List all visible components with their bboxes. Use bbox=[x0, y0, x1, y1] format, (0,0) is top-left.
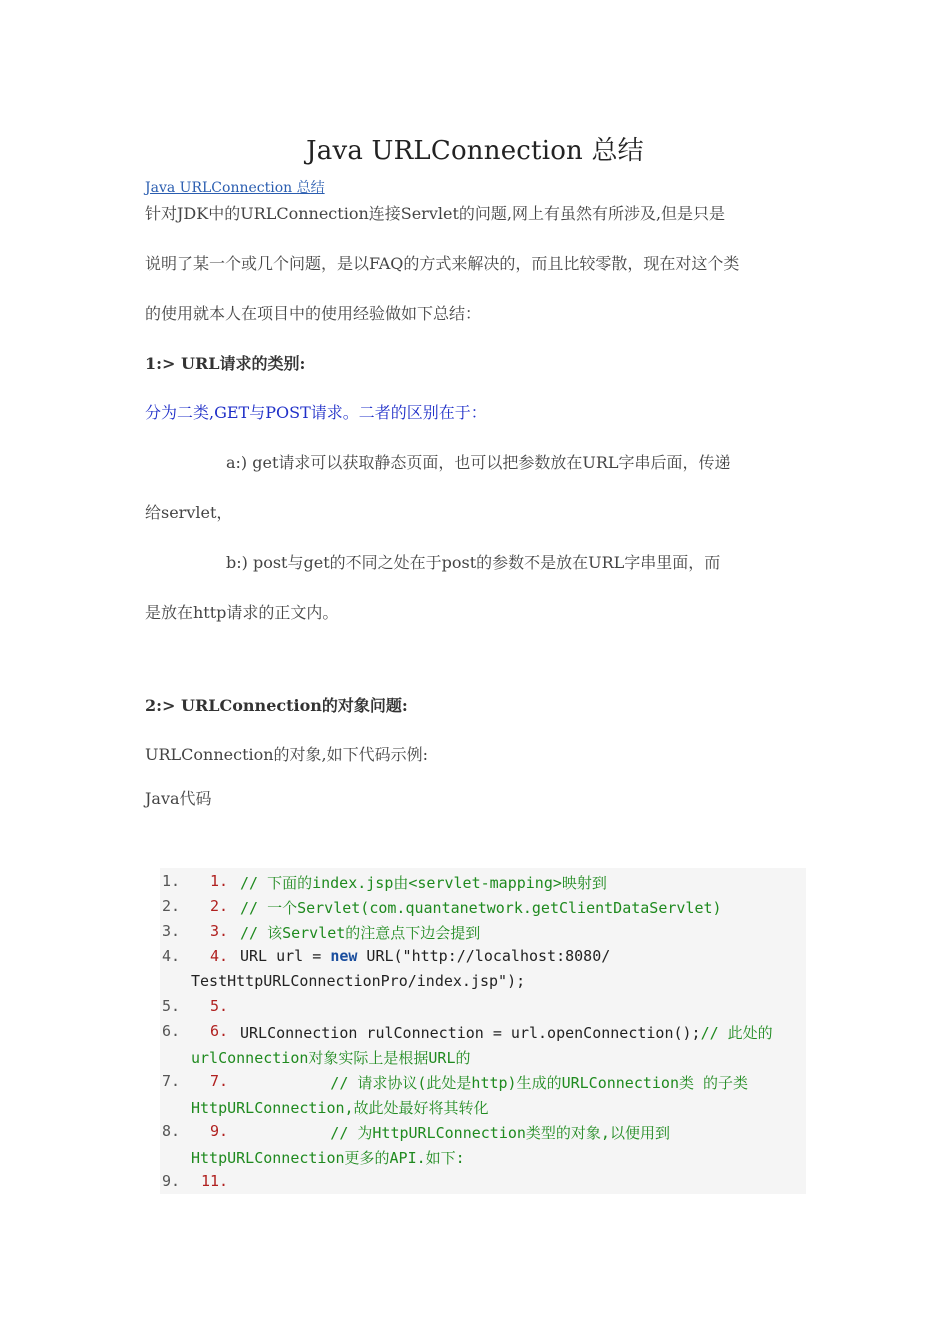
inner-number: 11. bbox=[201, 1172, 229, 1190]
code-comment: urlConnection对象实际上是根据URL的 bbox=[191, 1049, 471, 1067]
line-number: 7. bbox=[162, 1072, 181, 1090]
inner-number: 5. bbox=[210, 997, 229, 1015]
inner-number: 4. bbox=[210, 947, 229, 965]
line-number: 1. bbox=[162, 872, 181, 890]
line-number: 9. bbox=[162, 1172, 181, 1190]
intro-line-2: 说明了某一个或几个问题，是以FAQ的方式来解决的，而且比较零散，现在对这个类 bbox=[145, 254, 740, 273]
inner-number: 2. bbox=[210, 897, 229, 915]
intro-line-3: 的使用就本人在项目中的使用经验做如下总结： bbox=[145, 304, 482, 323]
code-text: TestHttpURLConnectionPro/index.jsp"); bbox=[191, 972, 526, 990]
section1-heading: 1:> URL请求的类别: bbox=[145, 354, 306, 373]
code-text: URL("http://localhost:8080/ bbox=[357, 947, 611, 965]
inner-number: 6. bbox=[210, 1022, 229, 1040]
inner-number: 1. bbox=[210, 872, 229, 890]
code-text: URLConnection rulConnection = url.openConnection(); bbox=[240, 1024, 701, 1042]
code-statement bbox=[240, 947, 610, 965]
inner-number: 7. bbox=[210, 1072, 229, 1090]
section1-summary: 分为二类,GET与POST请求。二者的区别在于： bbox=[145, 403, 487, 422]
code-comment: // 此处的 bbox=[700, 1024, 773, 1042]
source-link[interactable]: Java URLConnection 总结 bbox=[145, 180, 325, 196]
line-number: 4. bbox=[162, 947, 181, 965]
point-a-line-2: 给servlet， bbox=[145, 503, 233, 522]
point-a-line-1: a:) get请求可以获取静态页面，也可以把参数放在URL字串后面，传递 bbox=[226, 453, 731, 472]
code-comment: // 一个Servlet(com.quantanetwork.getClientDataServlet) bbox=[240, 899, 722, 917]
intro-line-1: 针对JDK中的URLConnection连接Servlet的问题,网上有虽然有所涉及,但是只是 bbox=[145, 204, 726, 223]
line-number: 8. bbox=[162, 1122, 181, 1140]
code-comment: HttpURLConnection,故此处最好将其转化 bbox=[191, 1099, 489, 1117]
line-number: 5. bbox=[162, 997, 181, 1015]
code-statement bbox=[240, 1022, 773, 1043]
line-number: 6. bbox=[162, 1022, 181, 1040]
point-b-line-1: b:) post与get的不同之处在于post的参数不是放在URL字串里面，而 bbox=[226, 553, 721, 572]
code-block bbox=[160, 868, 806, 1194]
code-label: Java代码 bbox=[145, 789, 212, 808]
section2-heading: 2:> URLConnection的对象问题: bbox=[145, 696, 408, 715]
code-comment: // 请求协议(此处是http)生成的URLConnection类 的子类 bbox=[240, 1074, 749, 1092]
line-number: 3. bbox=[162, 922, 181, 940]
code-comment: // 下面的index.jsp由<servlet-mapping>映射到 bbox=[240, 874, 607, 892]
code-comment: HttpURLConnection更多的API.如下: bbox=[191, 1149, 465, 1167]
point-b-line-2: 是放在http请求的正文内。 bbox=[145, 603, 339, 622]
code-text: URL url = bbox=[240, 947, 331, 965]
code-comment: // 为HttpURLConnection类型的对象,以便用到 bbox=[240, 1124, 670, 1142]
line-number: 2. bbox=[162, 897, 181, 915]
section2-text: URLConnection的对象,如下代码示例: bbox=[145, 745, 429, 764]
inner-number: 9. bbox=[210, 1122, 229, 1140]
page-title: Java URLConnection 总结 bbox=[306, 136, 644, 166]
keyword-new: new bbox=[330, 947, 358, 965]
code-comment: // 该Servlet的注意点下边会提到 bbox=[240, 924, 481, 942]
inner-number: 3. bbox=[210, 922, 229, 940]
